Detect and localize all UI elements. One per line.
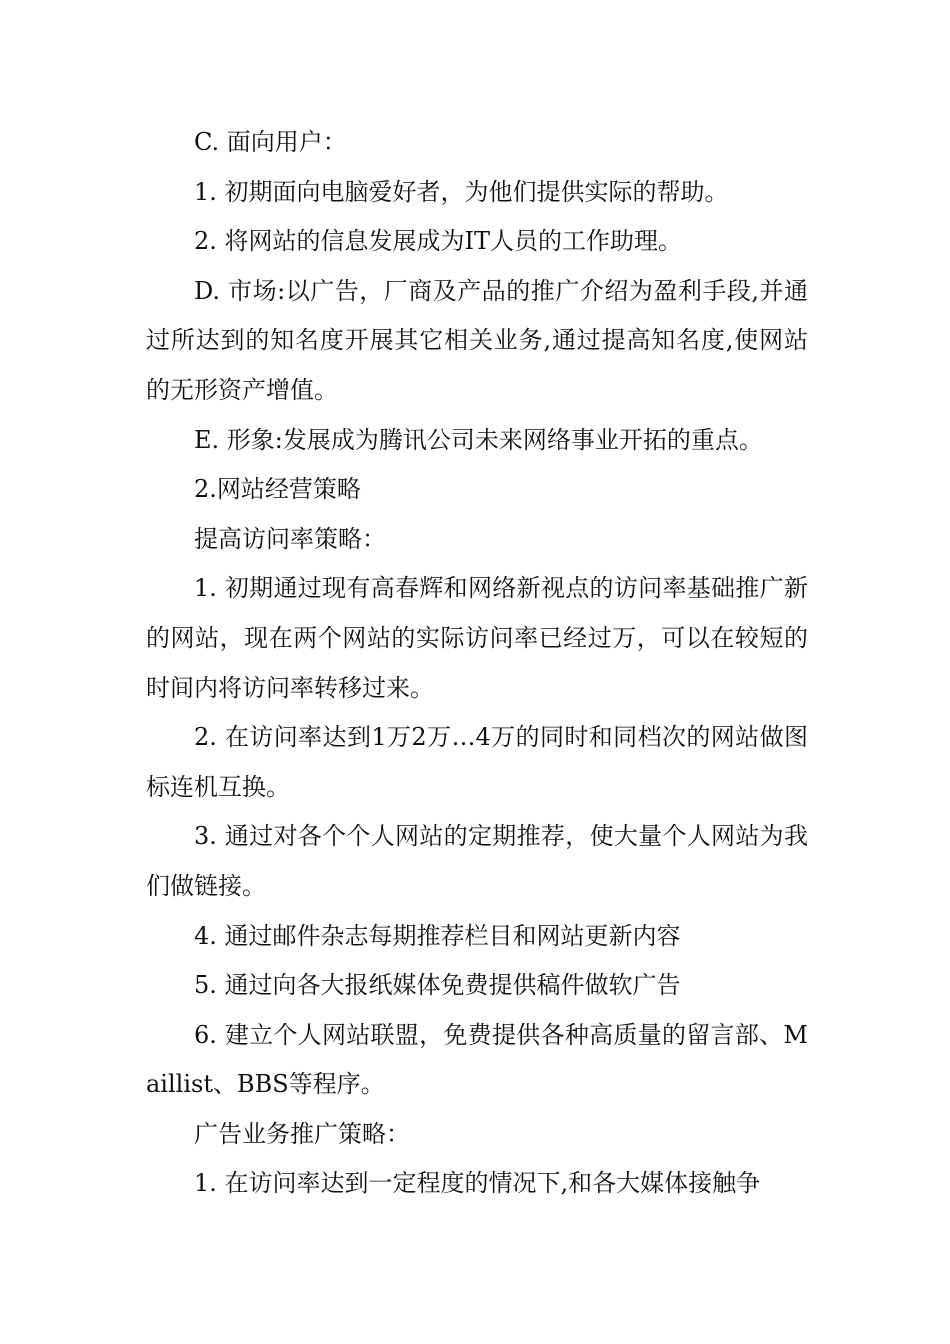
paragraph-traffic-item-5: 5. 通过向各大报纸媒体免费提供稿件做软广告 — [194, 971, 681, 1000]
paragraph-traffic-item-6: 6. 建立个人网站联盟，免费提供各种高质量的留言部、Maillist、BBS等程序。 — [146, 1020, 808, 1099]
subheading-ad-strategy: 广告业务推广策略： — [194, 1119, 410, 1148]
document-body — [146, 118, 808, 1209]
paragraph-traffic-item-1: 1. 初期通过现有高春辉和网络新视点的访问率基础推广新的网站，现在两个网站的实际访问率已经过万，可以在较短的时间内将访问率转移过来。 — [146, 574, 808, 702]
paragraph-user-orientation-heading: C. 面向用户： — [194, 128, 347, 156]
paragraph-ad-item-1: 1. 在访问率达到一定程度的情况下,和各大媒体接触争 — [194, 1169, 761, 1198]
paragraph-traffic-item-3: 3. 通过对各个个人网站的定期推荐，使大量个人网站为我们做链接。 — [146, 822, 808, 900]
subheading-traffic-strategy: 提高访问率策略： — [194, 524, 386, 553]
paragraph-user-item-1: 1. 初期面向电脑爱好者，为他们提供实际的帮助。 — [194, 177, 729, 206]
section-heading-strategy: 2.网站经营策略 — [194, 475, 361, 504]
paragraph-traffic-item-4: 4. 通过邮件杂志每期推荐栏目和网站更新内容 — [194, 921, 681, 950]
paragraph-market: D. 市场:以广告，厂商及产品的推广介绍为盈利手段,并通过所达到的知名度开展其它相关业务,通过提高知名度,使网站的无形资产增值。 — [146, 276, 808, 404]
paragraph-image: E. 形象:发展成为腾讯公司未来网络事业开拓的重点。 — [194, 425, 763, 454]
paragraph-traffic-item-2: 2. 在访问率达到1万2万…4万的同时和同档次的网站做图标连机互换。 — [146, 723, 808, 801]
paragraph-user-item-2: 2. 将网站的信息发展成为IT人员的工作助理。 — [194, 227, 683, 256]
